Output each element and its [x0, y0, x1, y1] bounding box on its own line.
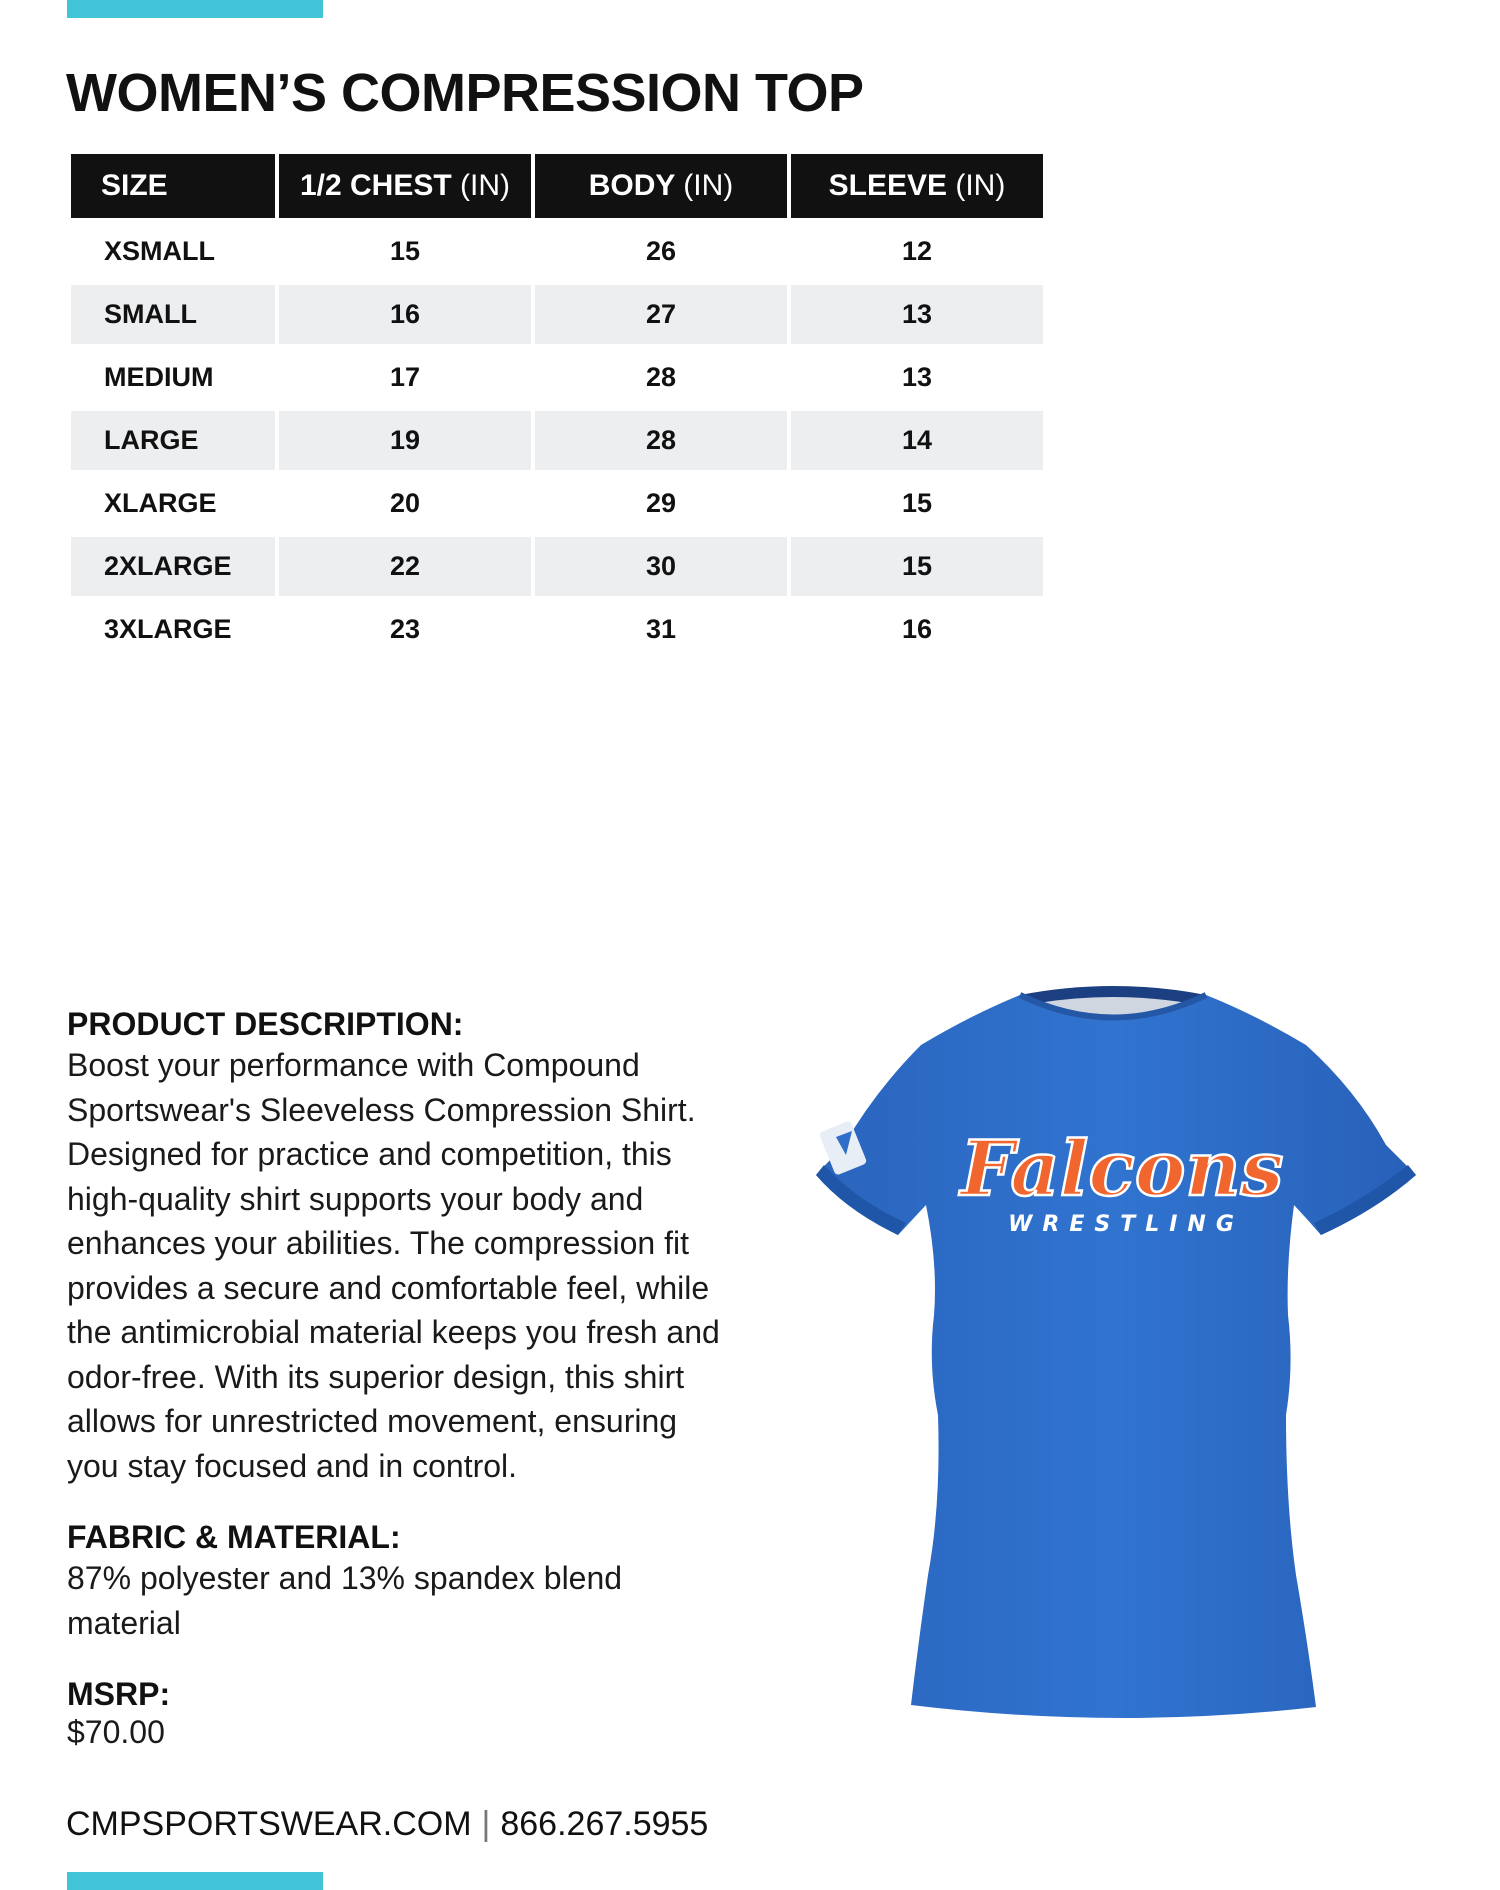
- fabric-heading: FABRIC & MATERIAL:: [67, 1519, 401, 1555]
- table-row: [71, 281, 1043, 344]
- msrp-price: $70.00: [67, 1714, 165, 1750]
- fabric-text: 87% polyester and 13% spandex blend material: [67, 1560, 623, 1641]
- size-cell: MEDIUM: [71, 344, 275, 407]
- body-cell: 28: [535, 407, 787, 470]
- chest-cell: 19: [279, 407, 531, 470]
- chest-logo-script: Falcons: [960, 1124, 1284, 1213]
- footer-phone[interactable]: 866.267.5955: [500, 1805, 709, 1843]
- top-accent-bar: [67, 0, 323, 18]
- sleeve-cell: 14: [791, 407, 1043, 470]
- size-cell: 3XLARGE: [71, 596, 275, 659]
- table-row: [71, 218, 1043, 281]
- footer-contact: [66, 1805, 708, 1844]
- size-chart-table: [67, 154, 1047, 659]
- chest-cell: 22: [279, 533, 531, 596]
- body-cell: 29: [535, 470, 787, 533]
- page-title: WOMEN’S COMPRESSION TOP: [66, 63, 864, 123]
- product-image: [816, 985, 1436, 1745]
- table-row: [71, 533, 1043, 596]
- chest-cell: 20: [279, 470, 531, 533]
- size-cell: XSMALL: [71, 218, 275, 281]
- sleeve-cell: 13: [791, 281, 1043, 344]
- product-info: [67, 1005, 807, 1751]
- sleeve-cell: 16: [791, 596, 1043, 659]
- body-cell: 27: [535, 281, 787, 344]
- compression-shirt-illustration: [816, 985, 1436, 1745]
- sleeve-cell: 12: [791, 218, 1043, 281]
- table-row: [71, 596, 1043, 659]
- chest-logo-subtitle: WRESTLING: [1008, 1212, 1244, 1237]
- body-cell: 30: [535, 533, 787, 596]
- body-cell: 26: [535, 218, 787, 281]
- chest-cell: 23: [279, 596, 531, 659]
- body-cell: 31: [535, 596, 787, 659]
- description-text: Boost your performance with Compound Sportswear's Sleeveless Compression Shirt. Designed for practice and competition, this high-quality shirt supports your body and enhances your abilities. The compression fit provides a secure and comfortable feel, while the antimicrobial material keeps you fresh and odor-free. With its superior design, this shirt allows for unrestricted movement, ensuring you stay focused and in control.: [67, 1047, 720, 1484]
- chest-cell: 17: [279, 344, 531, 407]
- size-cell: LARGE: [71, 407, 275, 470]
- chest-cell: 16: [279, 281, 531, 344]
- size-cell: 2XLARGE: [71, 533, 275, 596]
- table-row: [71, 344, 1043, 407]
- table-row: [71, 407, 1043, 470]
- sleeve-cell: 13: [791, 344, 1043, 407]
- footer-separator: |: [481, 1805, 491, 1843]
- description-heading: PRODUCT DESCRIPTION:: [67, 1006, 464, 1042]
- table-header-row: [71, 154, 1043, 218]
- header-body: BODY (IN): [535, 154, 787, 218]
- msrp-heading: MSRP:: [67, 1676, 171, 1712]
- sleeve-cell: 15: [791, 470, 1043, 533]
- header-sleeve: SLEEVE (IN): [791, 154, 1043, 218]
- size-cell: XLARGE: [71, 470, 275, 533]
- size-cell: SMALL: [71, 281, 275, 344]
- bottom-accent-bar: [67, 1872, 323, 1890]
- header-chest: 1/2 CHEST (IN): [279, 154, 531, 218]
- body-cell: 28: [535, 344, 787, 407]
- table-row: [71, 470, 1043, 533]
- chest-cell: 15: [279, 218, 531, 281]
- footer-website[interactable]: CMPSPORTSWEAR.COM: [66, 1805, 472, 1843]
- sleeve-cell: 15: [791, 533, 1043, 596]
- header-size: SIZE: [71, 154, 275, 218]
